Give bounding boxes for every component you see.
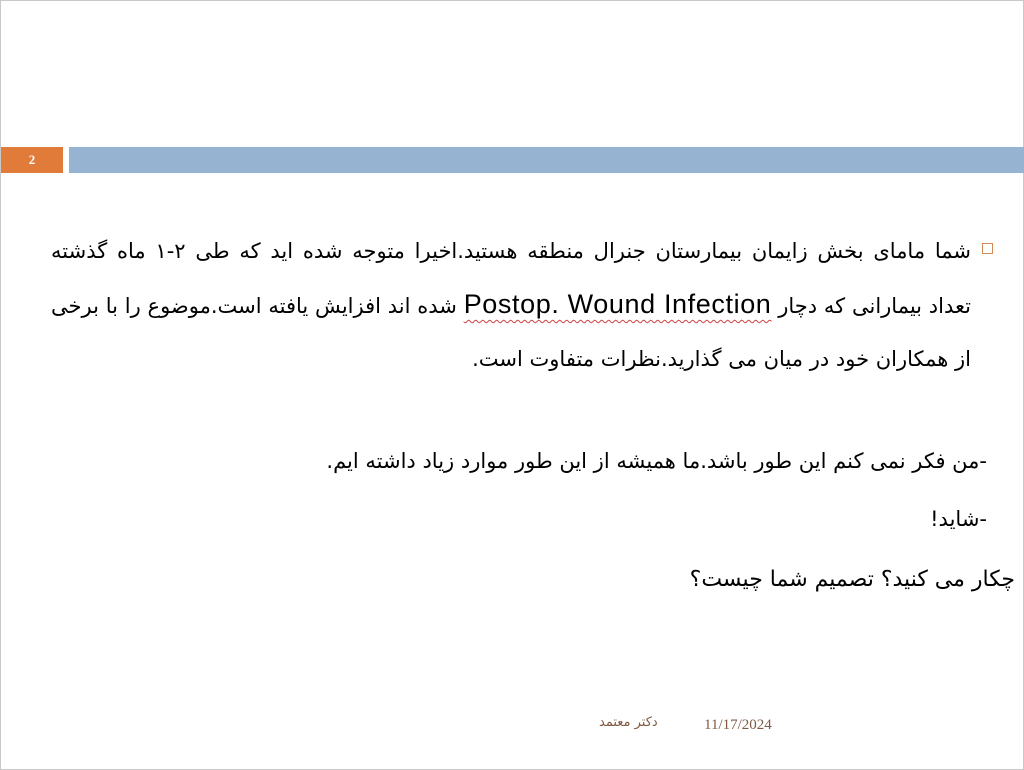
scenario-paragraph (51, 225, 971, 386)
question-line: چکار می کنید؟ تصمیم شما چیست؟ (689, 567, 1015, 592)
scenario-text-part2: شده اند افزایش یافته است.موضوع را با برخی از همکاران خود در میان می گذارید.نظرات متفاوت است. (51, 294, 971, 371)
header-band (69, 147, 1024, 173)
slide-number: 2 (1, 147, 63, 173)
scenario-text-part1: شما مامای بخش زایمان بیمارستان جنرال منطقه هستید.اخیرا متوجه شده اید که طی ۲-۱ ماه گذشته تعداد بیمارانی که دچار (51, 239, 971, 318)
dialog-line-1: -من فکر نمی کنم این طور باشد.ما همیشه از این طور موارد زیاد داشته ایم. (326, 449, 987, 473)
dialog-line-2: -شاید! (930, 507, 987, 531)
wound-infection-term: Postop. Wound Infection (463, 289, 772, 319)
hollow-square-bullet-icon (982, 243, 993, 254)
footer-date: 11/17/2024 (704, 717, 772, 733)
slide-header-bar (1, 147, 1024, 173)
footer-author: دکتر معتمد (599, 715, 658, 730)
